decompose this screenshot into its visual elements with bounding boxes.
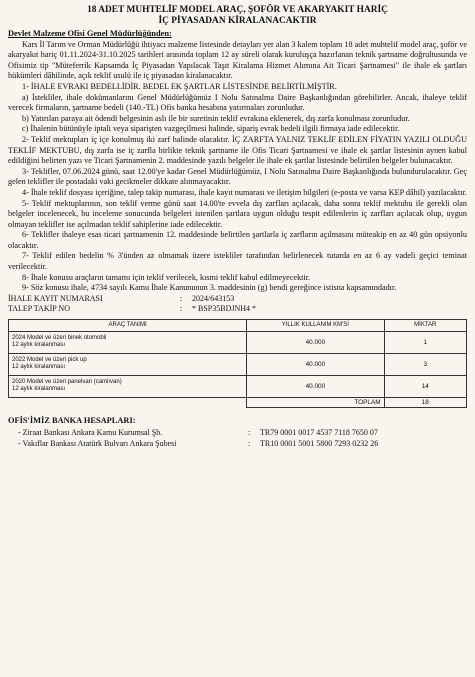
clause-9: 9- Söz konusu ihale, 4734 sayılı Kamu İhale Kanununun 3. maddesinin (g) bendi gereğince istisna kapsamındadır.	[22, 283, 397, 293]
clause-4: 4- İhale teklif dosyası içeriğine, talep takip numarası, ihale kayıt numarası ve iletişim bilgileri (e-posta ve varsa KEP dâhil) yazılacaktır.	[22, 187, 467, 197]
tracking-number-row	[8, 304, 467, 315]
vehicle-description	[9, 375, 247, 397]
tracking-number-value: * BSP35BDJNH4 *	[192, 304, 257, 314]
header-quantity: MİKTAR	[384, 319, 466, 331]
tender-number-colon: :	[180, 293, 183, 303]
addressee-heading: Devlet Malzeme Ofisi Genel Müdürlüğünden:	[8, 29, 172, 38]
clause-2	[8, 135, 467, 167]
clause-2-rest: dış zarfa ise iç zarfla birlikte teknik şartname ile Ofis Ticari Şartnamesi ve ihale ek şartlar listesinin aynen kabul edildiğini belirten yazı ve Ticari Şartnamenin 2. maddesinde yazılı belgeler ile ihale ek şartlar listesinde belirtilen belgeler bulunacaktır.	[8, 145, 467, 166]
bank-accounts-heading: OFİS'İMİZ BANKA HESAPLARI:	[8, 416, 136, 426]
title-line-2: İÇ PİYASADAN KİRALANACAKTIR	[158, 16, 317, 26]
rental-period: 12 aylık kiralanması	[12, 386, 66, 393]
table-row	[9, 331, 467, 353]
quantity: 14	[384, 375, 466, 397]
header-annual-km: YILLIK KULLANIM KM'Sİ	[247, 319, 384, 331]
clause-7: 7- Teklif edilen bedelin % 3'ünden az olmamak üzere istekliler tarafından belirlenecek tutarda en az 6 ay vadeli geçici teminat verilecektir.	[8, 251, 467, 272]
vehicle-model: 2024 Model ve üzeri binek otomobil	[12, 334, 107, 341]
bank-name: - Ziraat Bankası Ankara Kamu Kurumsal Şb.	[18, 428, 163, 438]
annual-km: 40.000	[247, 331, 384, 353]
total-value: 18	[384, 397, 466, 408]
table-total-row	[9, 397, 467, 408]
bank-colon: :	[248, 439, 251, 449]
clause-6: 6- Teklifler ihaleye esas ticari şartnamenin 12. maddesinde belirtilen şartlarla iç zarfların açılmasını müteakip en az 40 gün opsiyonlu olacaktır.	[8, 230, 467, 250]
notice-title	[8, 0, 467, 27]
table-row	[9, 375, 467, 397]
clause-8: 8- İhale konusu araçların tamamı için teklif verilecek, kısmi teklif kabul edilmeyecektir.	[22, 272, 311, 282]
annual-km: 40.000	[247, 375, 384, 397]
clause-2-intro: 2- Teklif mektupları iç içe konulmuş iki zarf halinde olacaktır.	[22, 134, 233, 144]
clause-2-emphasis: İÇ ZARFTA YALNIZ TEKLİF EDİLEN FİYATIN YAZILI OLDUĞU TEKLİF MEKTUBU,	[8, 134, 468, 155]
bank-iban: TR79 0001 0017 4537 7118 7650 07	[260, 428, 378, 438]
vehicle-table	[8, 319, 467, 409]
table-row	[9, 353, 467, 375]
header-vehicle: ARAÇ TANIMI	[9, 319, 247, 331]
notice-page	[8, 0, 467, 677]
clause-1c: c) İhalenin bütünüyle iptali veya siparişten vazgeçilmesi halinde, sipariş evrak bedeli ilgili firmaya iade edilecektir.	[22, 124, 400, 134]
total-spacer	[9, 397, 247, 408]
vehicle-model: 2022 Model ve üzeri pick up	[12, 356, 87, 363]
bank-name: - Vakıflar Bankası Atatürk Bulvarı Ankara Şubesi	[18, 439, 177, 449]
total-label: TOPLAM	[247, 397, 384, 408]
tracking-number-colon: :	[180, 304, 183, 314]
rental-period: 12 aylık kiralanması	[12, 364, 66, 371]
title-line-1: 18 ADET MUHTELİF MODEL ARAÇ, ŞOFÖR VE AKARYAKIT HARİÇ	[87, 5, 388, 15]
tracking-number-label: TALEP TAKİP NO	[8, 304, 70, 314]
clause-1a: a) İstekliler, ihale dokümanlarını Genel Müdürlüğümüz I Nolu Satınalma Daire Başkanlığından görebilirler. Ancak, ihaleye teklif verecek firmaların, şartname bedeli (140.-TL) Ofis banka hesabına yatırmaları zorunludur.	[8, 92, 467, 113]
tender-number-label: İHALE KAYIT NUMARASI	[8, 293, 103, 303]
tender-number-row	[8, 294, 467, 305]
annual-km: 40.000	[247, 353, 384, 375]
clause-5: 5- Teklif mektuplarının, son teklif verme günü saat 14.00'te evvela dış zarfları açılacak, daha sonra teklif mektubu ile gerekli olan belgeler incelenecek, bu inceleme sonucunda belgeleri istenilen şartlara uygun olduğu tespit edilenlerin iç zarfları açılacak olup, uygun olmayan teklifler ise açılmadan teklif sahiplerine iade edilecektir.	[8, 198, 467, 229]
vehicle-model: 2020 Model ve üzeri panelvan (camlıvan)	[12, 378, 122, 385]
vehicle-description	[9, 353, 247, 375]
clause-1b: b) Yatırılan paraya ait ödendi belgesinin aslı ile bir suretinin teklif evrakına eklenerek, dış zarfa konulması zorunludur.	[22, 113, 410, 123]
tender-number-value: 2024/643153	[192, 293, 235, 303]
clause-1: 1- İHALE EVRAKI BEDELLİDİR. BEDEL EK ŞARTLAR LİSTESİNDE BELİRTİLMİŞTİR.	[22, 81, 337, 91]
quantity: 1	[384, 331, 466, 353]
vehicle-description	[9, 331, 247, 353]
rental-period: 12 aylık kiralanması	[12, 342, 66, 349]
table-header-row	[9, 319, 467, 331]
bank-account-row	[8, 427, 467, 438]
bank-iban: TR10 0001 5001 5800 7293 0232 26	[260, 439, 379, 449]
clause-3: 3- Teklifler, 07.06.2024 günü, saat 12.00'ye kadar Genel Müdürlüğümüz, I Nolu Satınalma Daire Başkanlığında bulundurulacaktır. Geç gelen teklifler ile postadaki vaki gecikmeler dikkate alınmayacaktır.	[8, 166, 467, 187]
quantity: 3	[384, 353, 466, 375]
bank-account-row	[8, 438, 467, 449]
intro-paragraph: Kars İl Tarım ve Orman Müdürlüğü ihtiyacı malzeme listesinde detayları yer alan 3 kalem toplam 18 adet muhtelif model araç, şoför ve akaryakıt hariç 01.11.2024-31.10.2025 tarihleri arasında toplam 12 ay süreli olarak kuruluşça hazırlanan teknik şartname doğrultusunda ve Ofisimiz tip "Müteferrik Kapsamda İç Piyasadan Yapılacak Taşıt Kiralama Hizmet Alımına Ait Ticari Şartnamesi" ile ihale ek şartları hükümleri dâhilinde, açık teklif usulü ile iç piyasadan kiralanacaktır.	[8, 39, 467, 81]
bank-colon: :	[248, 428, 251, 438]
